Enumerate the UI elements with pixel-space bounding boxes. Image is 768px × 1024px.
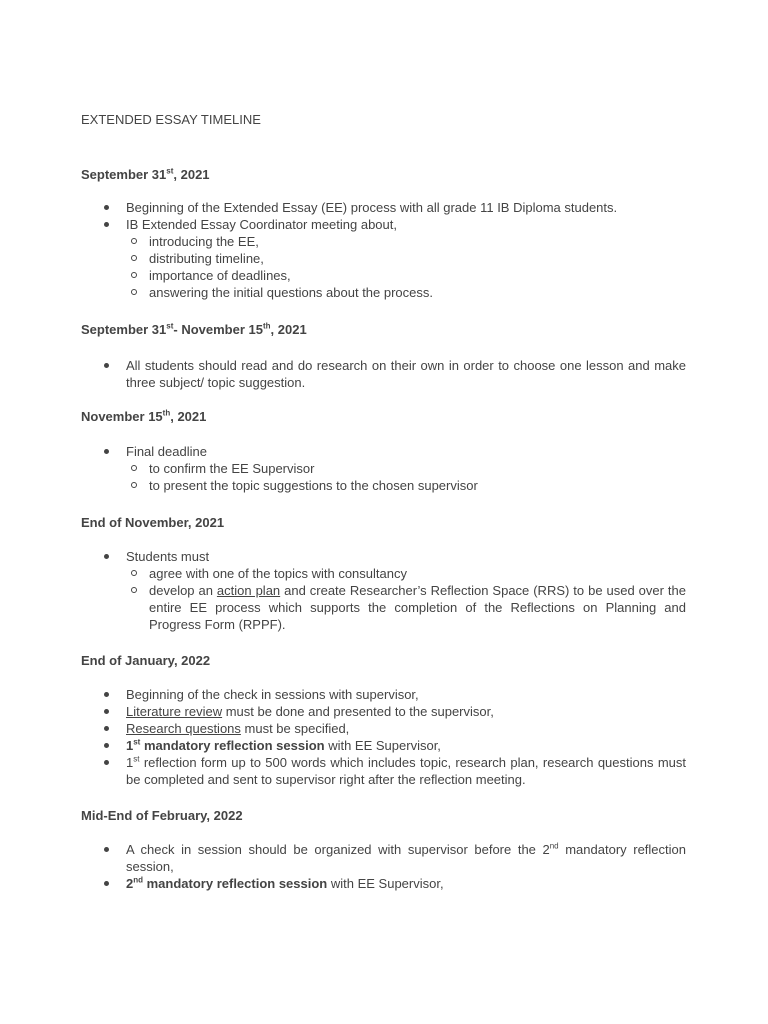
sub-list-item: agree with one of the topics with consultancy <box>126 565 686 582</box>
list-item: 1st reflection form up to 500 words which includes topic, research plan, research questions must be completed and sent to supervisor right after the reflection meeting. <box>81 754 686 788</box>
section-list-feb <box>81 841 686 892</box>
research-questions-link[interactable]: Research questions <box>126 721 241 736</box>
section-list-sep-nov <box>81 357 686 391</box>
section-list-end-jan <box>81 686 686 788</box>
sub-list-item: answering the initial questions about the process. <box>126 284 686 301</box>
action-plan-link[interactable]: action plan <box>216 583 281 598</box>
list-item: IB Extended Essay Coordinator meeting about, introducing the EE, distributing timeline, importance of deadlines, answering the initial questions about the process. <box>81 216 686 301</box>
section-list-nov-15 <box>81 443 686 494</box>
literature-review-link[interactable]: Literature review <box>126 704 223 719</box>
sub-list <box>126 233 686 301</box>
section-heading-sep-nov: September 31st- November 15th, 2021 <box>81 321 307 337</box>
sub-list-item: to present the topic suggestions to the chosen supervisor <box>126 477 686 494</box>
section-list-sep-31 <box>81 199 686 301</box>
list-item: All students should read and do research on their own in order to choose one lesson and make three subject/ topic suggestion. <box>81 357 686 391</box>
section-heading-feb: Mid-End of February, 2022 <box>81 808 243 823</box>
sub-list-item: to confirm the EE Supervisor <box>126 460 686 477</box>
section-heading-nov-15: November 15th, 2021 <box>81 408 207 424</box>
list-item: 2nd mandatory reflection session with EE Supervisor, <box>81 875 686 892</box>
section-heading-end-jan: End of January, 2022 <box>81 653 211 668</box>
list-item: A check in session should be organized with supervisor before the 2nd mandatory reflection session, <box>81 841 686 875</box>
list-item: Beginning of the Extended Essay (EE) process with all grade 11 IB Diploma students. <box>81 199 686 216</box>
list-item: Final deadline to confirm the EE Supervisor to present the topic suggestions to the chosen supervisor <box>81 443 686 494</box>
sub-list <box>126 565 686 633</box>
list-item: Beginning of the check in sessions with supervisor, <box>81 686 686 703</box>
sub-list-item: importance of deadlines, <box>126 267 686 284</box>
list-item: Students must agree with one of the topics with consultancy develop an action plan and create Researcher’s Reflection Space (RRS) to be used over the entire EE process which supports the completion of the Reflections on Planning and Progress Form (RPPF). <box>81 548 686 633</box>
list-item: Literature review must be done and presented to the supervisor, <box>81 703 686 720</box>
document-title: EXTENDED ESSAY TIMELINE <box>81 112 261 127</box>
sub-list <box>126 460 686 494</box>
section-list-end-nov <box>81 548 686 633</box>
section-heading-end-nov: End of November, 2021 <box>81 515 225 530</box>
sub-list-item: distributing timeline, <box>126 250 686 267</box>
list-item: Research questions must be specified, <box>81 720 686 737</box>
sub-list-item: develop an action plan and create Researcher’s Reflection Space (RRS) to be used over the entire EE process which supports the completion of the Reflections on Planning and Progress Form (RPPF). <box>126 582 686 633</box>
sub-list-item: introducing the EE, <box>126 233 686 250</box>
list-item: 1st mandatory reflection session with EE Supervisor, <box>81 737 686 754</box>
section-heading-sep-31: September 31st, 2021 <box>81 166 210 182</box>
